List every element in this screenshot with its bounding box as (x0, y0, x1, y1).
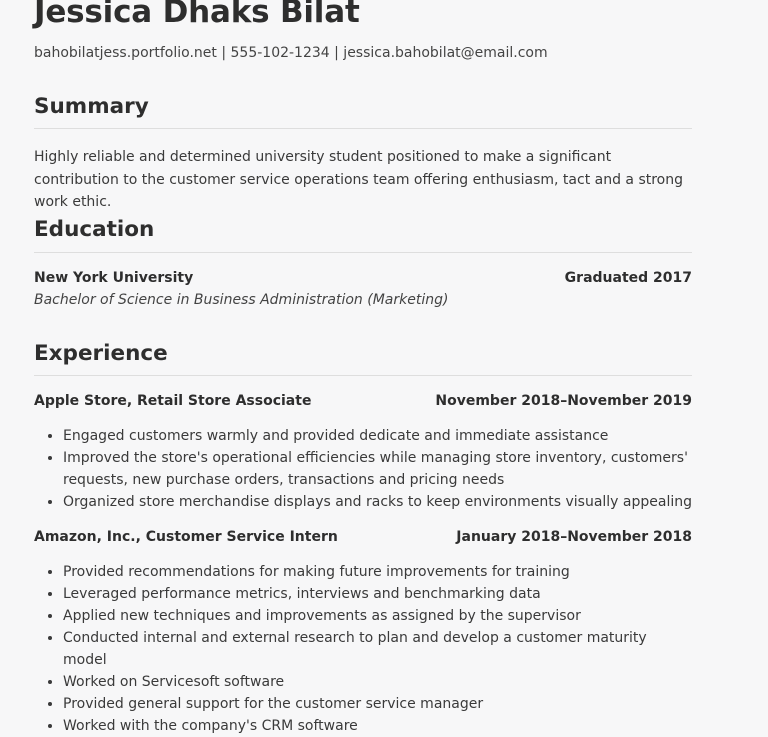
experience-divider (34, 375, 692, 376)
job-bullet: • Organized store merchandise displays and racks to keep environments visually appealing (63, 491, 692, 513)
job-bullet: • Conducted internal and external research to plan and develop a customer maturity model (63, 627, 692, 671)
job-bullet-list (34, 561, 692, 737)
candidate-name: Jessica Dhaks Bilat (34, 0, 360, 30)
summary-divider (34, 128, 692, 129)
job-bullet: • Improved the store's operational efficiencies while managing store inventory, customers' requests, new purchase orders, transactions and pricing needs (63, 447, 692, 491)
job-bullet: • Provided general support for the customer service manager (63, 693, 692, 715)
education-divider (34, 252, 692, 253)
contact-line: bahobilatjess.portfolio.net | 555-102-1234 | jessica.bahobilat@email.com (34, 45, 548, 61)
job-bullet: • Worked with the company's CRM software (63, 715, 692, 737)
education-heading: Education (34, 217, 155, 242)
summary-heading: Summary (34, 94, 149, 119)
job-title: Amazon, Inc., Customer Service Intern (34, 529, 338, 545)
job-bullet: • Leveraged performance metrics, interviews and benchmarking data (63, 583, 692, 605)
education-row (34, 270, 692, 286)
job-bullet: • Applied new techniques and improvements as assigned by the supervisor (63, 605, 692, 627)
job-bullet: • Worked on Servicesoft software (63, 671, 692, 693)
job-title: Apple Store, Retail Store Associate (34, 393, 312, 409)
job-heading-row (34, 529, 692, 545)
job-heading-row (34, 393, 692, 409)
job-bullet: • Provided recommendations for making future improvements for training (63, 561, 692, 583)
job-dates: January 2018–November 2018 (456, 529, 692, 545)
experience-heading: Experience (34, 341, 168, 366)
job-dates: November 2018–November 2019 (435, 393, 692, 409)
school-name: New York University (34, 270, 194, 286)
degree-text: Bachelor of Science in Business Administration (Marketing) (34, 292, 449, 308)
summary-text: Highly reliable and determined university student positioned to make a significant contribution to the customer service operations team offering enthusiasm, tact and a strong work ethic. (34, 149, 684, 210)
job-bullet: • Engaged customers warmly and provided dedicate and immediate assistance (63, 425, 692, 447)
job-bullet-list (34, 425, 692, 513)
graduation-date: Graduated 2017 (564, 270, 692, 286)
